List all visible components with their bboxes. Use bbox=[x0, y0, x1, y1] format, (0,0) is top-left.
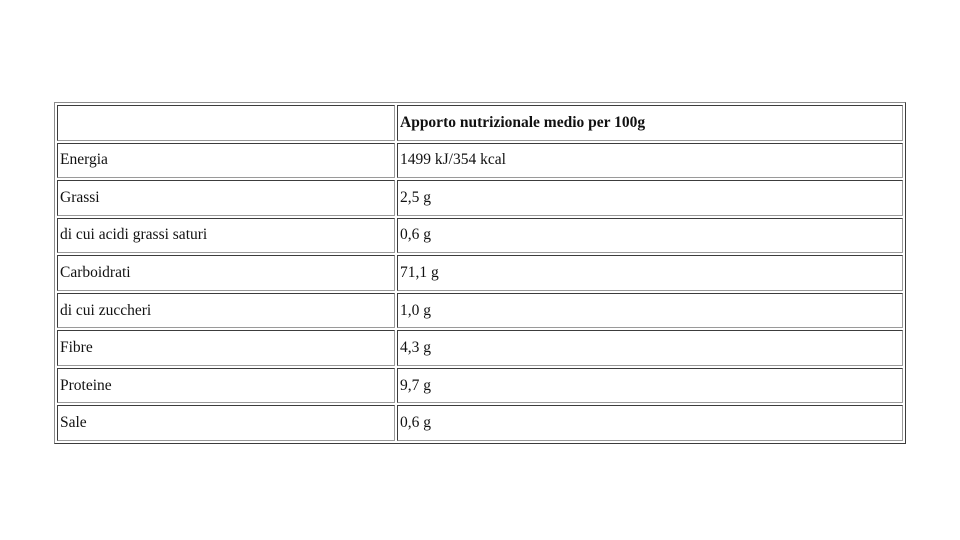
nutrient-name: di cui zuccheri bbox=[57, 293, 395, 329]
table-row bbox=[57, 143, 903, 179]
table-row bbox=[57, 368, 903, 404]
table-header-row bbox=[57, 105, 903, 141]
nutrition-table bbox=[54, 102, 906, 444]
nutrient-value: 0,6 g bbox=[397, 218, 903, 254]
nutrient-name: Grassi bbox=[57, 180, 395, 216]
nutrient-value: 1,0 g bbox=[397, 293, 903, 329]
table-row bbox=[57, 293, 903, 329]
header-empty-cell bbox=[57, 105, 395, 141]
nutrient-value: 9,7 g bbox=[397, 368, 903, 404]
nutrient-value: 4,3 g bbox=[397, 330, 903, 366]
nutrient-name: di cui acidi grassi saturi bbox=[57, 218, 395, 254]
nutrient-value: 2,5 g bbox=[397, 180, 903, 216]
table-row bbox=[57, 255, 903, 291]
nutrient-name: Energia bbox=[57, 143, 395, 179]
table-row bbox=[57, 218, 903, 254]
table-row bbox=[57, 180, 903, 216]
nutrient-name: Proteine bbox=[57, 368, 395, 404]
table-row bbox=[57, 330, 903, 366]
nutrient-value: 1499 kJ/354 kcal bbox=[397, 143, 903, 179]
nutrient-value: 0,6 g bbox=[397, 405, 903, 441]
nutrient-name: Carboidrati bbox=[57, 255, 395, 291]
header-value-cell: Apporto nutrizionale medio per 100g bbox=[397, 105, 903, 141]
nutrient-value: 71,1 g bbox=[397, 255, 903, 291]
nutrient-name: Sale bbox=[57, 405, 395, 441]
table-row bbox=[57, 405, 903, 441]
nutrient-name: Fibre bbox=[57, 330, 395, 366]
